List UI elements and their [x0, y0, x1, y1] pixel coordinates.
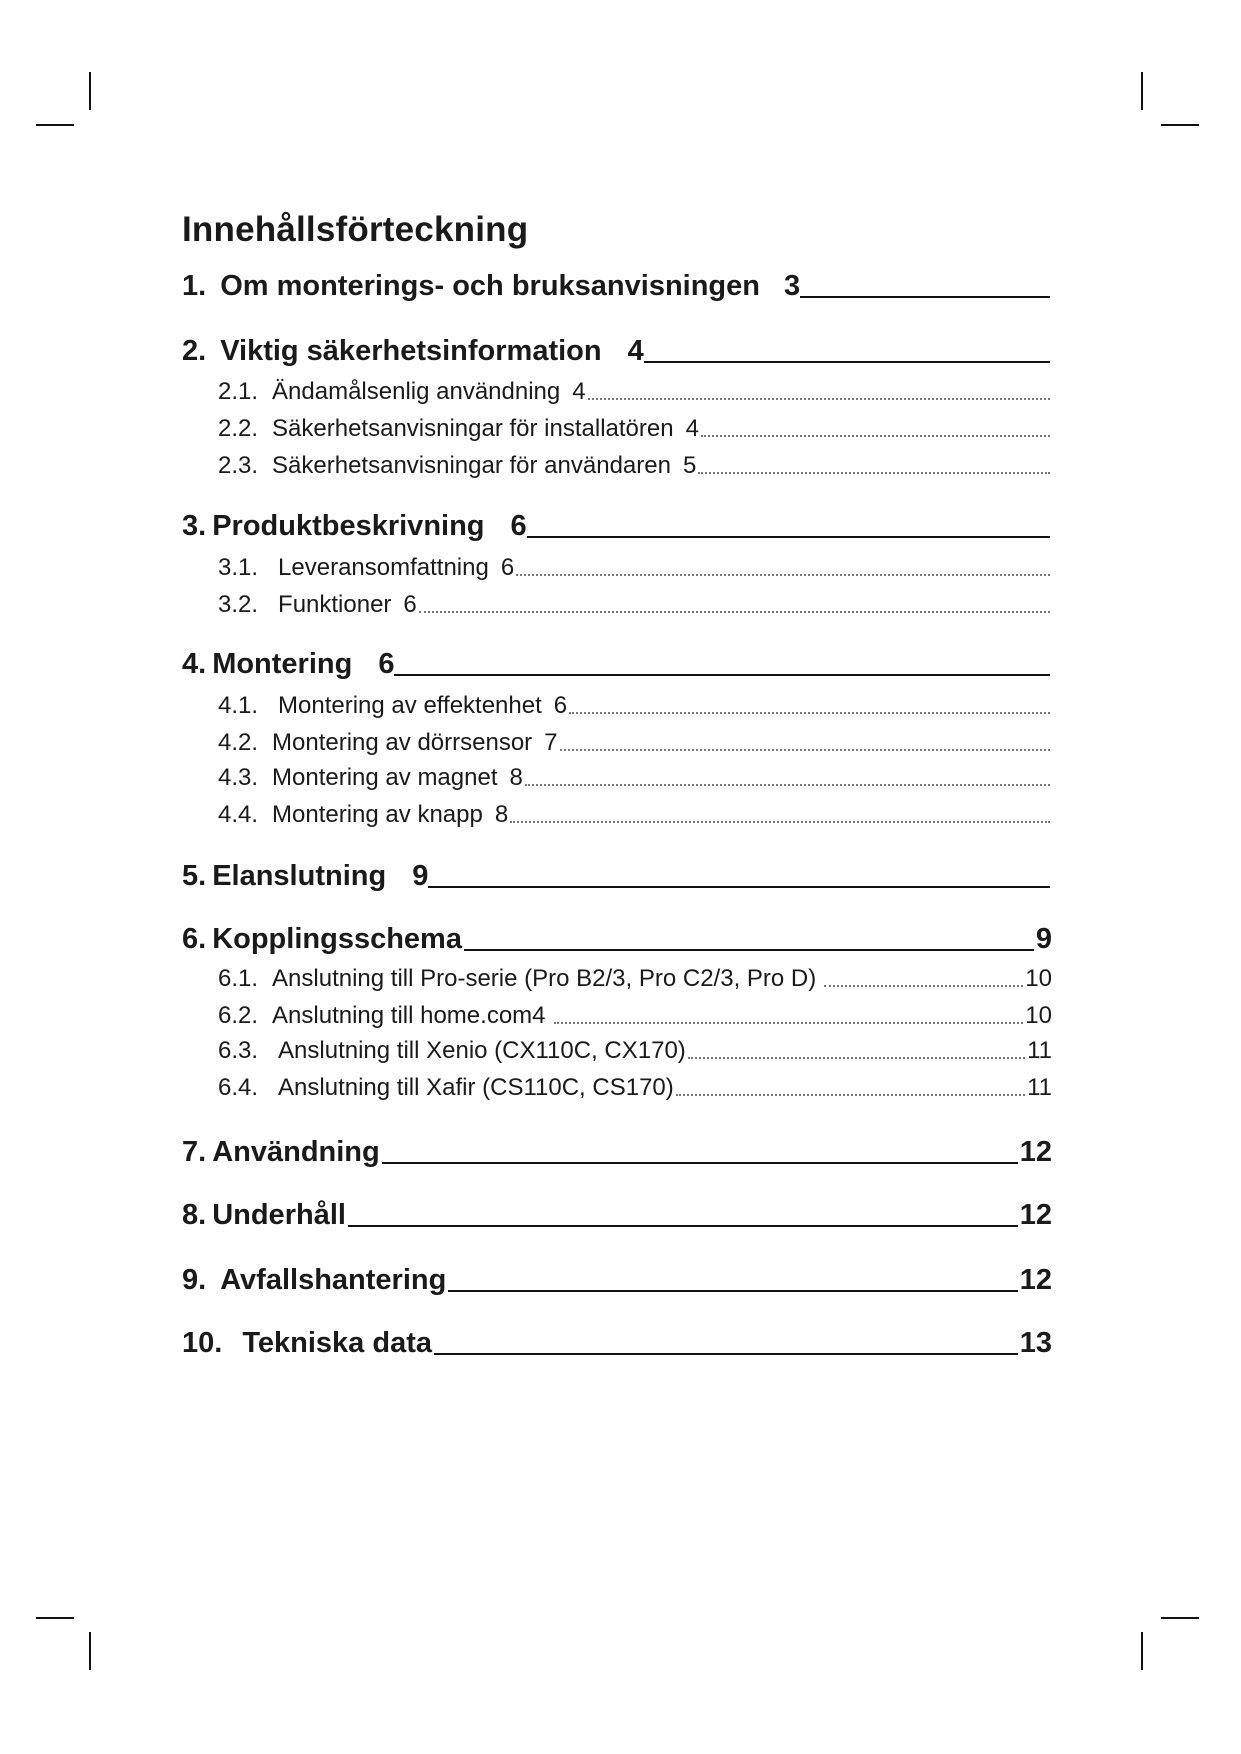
toc-leader-dots	[698, 472, 1050, 474]
toc-entry-page: 7	[544, 729, 558, 756]
toc-leader-dots	[554, 1022, 1024, 1024]
toc-leader-dots	[688, 1057, 1025, 1059]
toc-entry-2-3[interactable]	[182, 452, 1052, 480]
toc-entry-label: Elanslutning	[212, 860, 387, 892]
toc-entry-page: 9	[1035, 923, 1052, 955]
toc-entry-1[interactable]	[182, 270, 1052, 303]
toc-leader-line	[382, 1162, 1018, 1164]
toc-entry-page: 11	[1027, 1037, 1052, 1064]
toc-entry-3-1[interactable]	[182, 554, 1052, 582]
toc-entry-2[interactable]	[182, 335, 1052, 368]
toc-entry-6-1[interactable]	[182, 965, 1052, 993]
toc-leader-line	[428, 886, 1050, 888]
toc-entry-page: 6	[500, 554, 515, 581]
toc-entry-number: 2.3.	[218, 452, 259, 479]
toc-entry-7[interactable]	[182, 1136, 1052, 1169]
crop-mark-top-left-h	[36, 124, 74, 126]
toc-leader-dots	[588, 398, 1050, 400]
toc-entry-page: 3	[784, 270, 801, 302]
toc-entry-number: 6.	[182, 923, 207, 955]
toc-entry-label: Montering av dörrsensor	[272, 729, 533, 756]
toc-entry-6[interactable]	[182, 923, 1052, 956]
toc-entry-label: Montering av magnet	[272, 764, 498, 791]
toc-entry-page: 13	[1019, 1327, 1052, 1359]
crop-mark-top-right-v	[1141, 72, 1143, 110]
toc-leader-line	[434, 1353, 1018, 1355]
toc-entry-page: 12	[1019, 1264, 1052, 1296]
toc-entry-5[interactable]	[182, 860, 1052, 893]
toc-leader-dots	[419, 611, 1050, 613]
toc-entry-label: Underhåll	[212, 1199, 346, 1231]
toc-entry-3-2[interactable]	[182, 591, 1052, 619]
toc-entry-number: 2.	[182, 335, 207, 367]
toc-entry-number: 6.1.	[218, 965, 259, 992]
toc-entry-2-2[interactable]	[182, 415, 1052, 443]
toc-leader-dots	[525, 784, 1050, 786]
toc-entry-label: Kopplingsschema	[212, 923, 462, 955]
toc-leader-line	[448, 1290, 1017, 1292]
toc-entry-page: 12	[1019, 1199, 1052, 1231]
toc-leader-dots	[516, 574, 1050, 576]
toc-entry-9[interactable]	[182, 1264, 1052, 1297]
crop-mark-bottom-left-v	[89, 1632, 91, 1670]
toc-entry-number: 7.	[182, 1136, 207, 1168]
toc-entry-label: Anslutning till Pro-serie (Pro B2/3, Pro C2/3, Pro D)	[272, 965, 817, 992]
crop-mark-bottom-right-v	[1141, 1632, 1143, 1670]
toc-entry-page: 5	[682, 452, 697, 479]
toc-entry-4-2[interactable]	[182, 729, 1052, 757]
toc-leader-dots	[569, 712, 1050, 714]
toc-entry-label: Montering av effektenhet	[278, 692, 542, 719]
toc-entry-page: 6	[553, 692, 568, 719]
toc-entry-page: 12	[1019, 1136, 1052, 1168]
toc-entry-label: Leveransomfattning	[278, 554, 489, 581]
toc-entry-number: 4.	[182, 648, 207, 680]
toc-entry-label: Ändamålsenlig användning	[272, 378, 561, 405]
toc-entry-label: Säkerhetsanvisningar för användaren	[272, 452, 671, 479]
toc-entry-page: 11	[1027, 1074, 1052, 1101]
toc-entry-page: 8	[494, 801, 509, 828]
toc-entry-number: 9.	[182, 1264, 207, 1296]
toc-entry-page: 4	[685, 415, 699, 442]
toc-entry-3[interactable]	[182, 510, 1052, 543]
toc-entry-number: 6.4.	[218, 1074, 259, 1101]
crop-mark-top-right-h	[1161, 124, 1199, 126]
crop-mark-top-left-v	[89, 72, 91, 110]
toc-entry-page: 10	[1025, 965, 1052, 992]
toc-entry-number: 2.1.	[218, 378, 259, 405]
toc-entry-label: Produktbeskrivning	[212, 510, 485, 542]
toc-entry-label: Montering av knapp	[272, 801, 483, 828]
toc-entry-label: Funktioner	[278, 591, 392, 618]
toc-entry-label: Säkerhetsanvisningar för installatören	[272, 415, 674, 442]
toc-entry-label: Avfallshantering	[220, 1264, 447, 1296]
toc-leader-line	[394, 674, 1050, 676]
crop-mark-bottom-left-h	[36, 1617, 74, 1619]
toc-entry-number: 10.	[182, 1327, 223, 1359]
toc-entry-page: 4	[572, 378, 586, 405]
toc-entry-6-3[interactable]	[182, 1037, 1052, 1065]
toc-entry-page: 4	[627, 335, 644, 367]
toc-title: Innehållsförteckning	[182, 210, 529, 249]
toc-entry-page: 6	[378, 648, 395, 680]
toc-leader-line	[527, 536, 1050, 538]
toc-entry-label: Anslutning till Xenio (CX110C, CX170)	[278, 1037, 686, 1064]
toc-entry-number: 6.2.	[218, 1002, 259, 1029]
toc-leader-dots	[701, 435, 1050, 437]
toc-leader-line	[644, 361, 1050, 363]
toc-leader-dots	[560, 749, 1050, 751]
toc-entry-page: 6	[403, 591, 417, 618]
toc-entry-number: 1.	[182, 270, 207, 302]
toc-entry-number: 3.2.	[218, 591, 259, 618]
toc-entry-page: 6	[510, 510, 527, 542]
toc-entry-label: Viktig säkerhetsinformation	[220, 335, 602, 367]
toc-entry-6-4[interactable]	[182, 1074, 1052, 1102]
toc-entry-8[interactable]	[182, 1199, 1052, 1232]
toc-entry-number: 5.	[182, 860, 207, 892]
crop-mark-bottom-right-h	[1161, 1617, 1199, 1619]
toc-leader-line	[800, 296, 1050, 298]
toc-entry-number: 4.2.	[218, 729, 259, 756]
toc-entry-label: Montering	[212, 648, 353, 680]
toc-leader-dots	[676, 1094, 1025, 1096]
toc-entry-6-2[interactable]	[182, 1002, 1052, 1030]
toc-entry-label: Anslutning till home.com4	[272, 1002, 546, 1029]
toc-entry-4[interactable]	[182, 648, 1052, 681]
toc-entry-number: 4.4.	[218, 801, 259, 828]
toc-leader-line	[464, 949, 1034, 951]
toc-entry-page: 8	[509, 764, 523, 791]
toc-leader-line	[348, 1225, 1018, 1227]
toc-entry-4-4[interactable]	[182, 801, 1052, 829]
toc-entry-label: Användning	[212, 1136, 380, 1168]
toc-entry-10[interactable]	[182, 1327, 1052, 1360]
toc-entry-number: 6.3.	[218, 1037, 259, 1064]
toc-entry-page: 10	[1025, 1002, 1052, 1029]
toc-entry-number: 4.1.	[218, 692, 259, 719]
toc-entry-number: 8.	[182, 1199, 207, 1231]
toc-entry-number: 2.2.	[218, 415, 259, 442]
toc-entry-2-1[interactable]	[182, 378, 1052, 406]
toc-entry-4-1[interactable]	[182, 692, 1052, 720]
toc-entry-number: 3.1.	[218, 554, 259, 581]
toc-entry-label: Tekniska data	[242, 1327, 432, 1359]
toc-entry-label: Om monterings- och bruksanvisningen	[220, 270, 760, 302]
toc-leader-dots	[510, 821, 1050, 823]
toc-entry-number: 4.3.	[218, 764, 259, 791]
toc-entry-page: 9	[412, 860, 429, 892]
toc-entry-4-3[interactable]	[182, 764, 1052, 792]
toc-entry-number: 3.	[182, 510, 207, 542]
toc-entry-label: Anslutning till Xafir (CS110C, CS170)	[278, 1074, 674, 1101]
toc-leader-dots	[824, 985, 1023, 987]
